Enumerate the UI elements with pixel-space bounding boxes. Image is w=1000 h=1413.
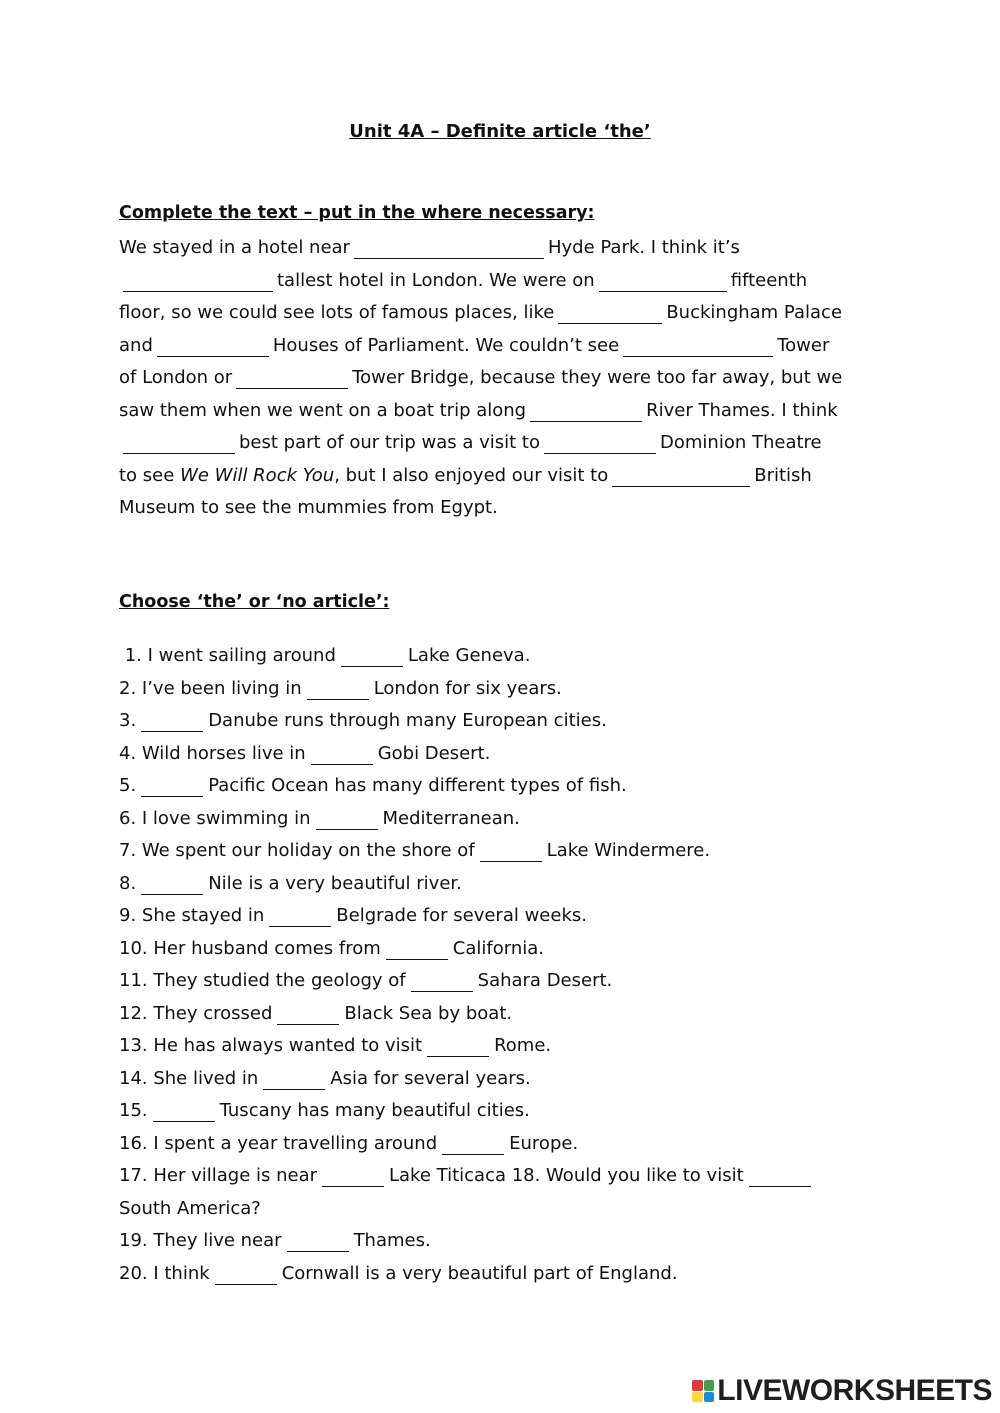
exercise-text-before: 6. I love swimming in <box>119 807 311 829</box>
answer-blank[interactable] <box>215 1264 277 1285</box>
exercise-text-before: 15. <box>119 1100 148 1121</box>
exercise-text-after: Lake Geneva. <box>407 645 531 666</box>
exercise-text-after: Sahara Desert. <box>477 970 613 991</box>
exercise-item <box>119 1193 919 1226</box>
exercise-text-before: 16. I spent a year travelling around <box>119 1132 438 1154</box>
passage-text: floor, so we could see lots of famous places, like <box>119 302 555 323</box>
exercise-item <box>119 705 919 738</box>
passage-text: , but I also enjoyed our visit to <box>334 464 609 486</box>
passage-line <box>119 362 889 395</box>
passage-text: to see <box>119 464 175 486</box>
exercise-text-after: Danube runs through many European cities. <box>208 710 607 731</box>
exercise-item <box>119 1063 919 1096</box>
passage-text: tallest hotel in London. We were on <box>277 269 595 291</box>
passage-line <box>119 265 889 298</box>
passage-text: Houses of Parliament. We couldn’t see <box>272 334 620 356</box>
answer-blank[interactable] <box>442 1134 504 1155</box>
logo-text: LIVEWORKSHEETS <box>717 1374 992 1407</box>
answer-blank[interactable] <box>277 1004 339 1025</box>
exercise-item <box>119 965 919 998</box>
answer-blank[interactable] <box>386 939 448 960</box>
passage-text: British <box>754 464 812 486</box>
exercise-item <box>119 1128 919 1161</box>
section2-heading: Choose ‘the’ or ‘no article’: <box>119 592 390 612</box>
exercise-item <box>119 1095 919 1128</box>
passage-text: Hyde Park. I think it’s <box>547 237 740 258</box>
exercise-text-after: Black Sea by boat. <box>344 1002 513 1024</box>
logo-square <box>704 1392 715 1403</box>
exercise-text-before: 14. She lived in <box>119 1067 259 1089</box>
exercise-item <box>119 868 919 901</box>
answer-blank[interactable] <box>480 841 542 862</box>
exercise-list <box>119 640 919 1290</box>
exercise-text-before: 10. Her husband comes from <box>119 937 381 959</box>
answer-blank[interactable] <box>558 303 662 324</box>
exercise-text-before: 7. We spent our holiday on the shore of <box>119 840 475 861</box>
answer-blank[interactable] <box>322 1166 384 1187</box>
answer-blank[interactable] <box>530 401 642 422</box>
answer-blank[interactable] <box>141 776 203 797</box>
exercise-text-after: Pacific Ocean has many different types of fish. <box>208 775 627 796</box>
answer-blank[interactable] <box>749 1166 811 1187</box>
exercise-item <box>119 640 919 673</box>
passage-text: and <box>119 334 153 356</box>
exercise-text-after: Tuscany has many beautiful cities. <box>219 1100 530 1121</box>
exercise-item <box>119 1030 919 1063</box>
exercise-item <box>119 933 919 966</box>
passage-line <box>119 460 889 493</box>
exercise-text-before: 2. I’ve been living in <box>119 677 302 699</box>
exercise-item <box>119 673 919 706</box>
fill-in-passage <box>119 232 889 525</box>
passage-text: of London or <box>119 367 233 388</box>
passage-line <box>119 297 889 330</box>
exercise-text-after: Lake Windermere. <box>546 840 711 861</box>
answer-blank[interactable] <box>263 1069 325 1090</box>
exercise-item <box>119 803 919 836</box>
passage-italic-title: We Will Rock You <box>180 464 335 486</box>
exercise-item <box>119 1225 919 1258</box>
passage-text: saw them when we went on a boat trip along <box>119 399 527 421</box>
exercise-text-before: 1. I went sailing around <box>119 645 336 666</box>
worksheet-title: Unit 4A – Definite article ‘the’ <box>349 121 651 142</box>
exercise-text-before: 13. He has always wanted to visit <box>119 1035 423 1056</box>
exercise-text-after: Belgrade for several weeks. <box>336 905 587 926</box>
exercise-item <box>119 738 919 771</box>
passage-text: We stayed in a hotel near <box>119 237 350 258</box>
passage-line <box>119 330 889 363</box>
answer-blank[interactable] <box>427 1036 489 1057</box>
answer-blank[interactable] <box>544 433 656 454</box>
answer-blank[interactable] <box>311 744 373 765</box>
answer-blank[interactable] <box>316 809 378 830</box>
exercise-text-after: Nile is a very beautiful river. <box>208 872 462 894</box>
exercise-text-before: 9. She stayed in <box>119 905 265 926</box>
answer-blank[interactable] <box>612 466 750 487</box>
exercise-item <box>119 998 919 1031</box>
answer-blank[interactable] <box>411 971 473 992</box>
exercise-text-before: 12. They crossed <box>119 1002 273 1024</box>
exercise-text-after: Lake Titicaca 18. Would you like to visit <box>389 1165 744 1186</box>
exercise-text-before: South America? <box>119 1197 261 1219</box>
exercise-text-before: 17. Her village is near <box>119 1165 317 1186</box>
answer-blank[interactable] <box>307 679 369 700</box>
exercise-text-before: 19. They live near <box>119 1230 282 1251</box>
passage-text: Tower Bridge, because they were too far away, but we <box>352 367 843 388</box>
exercise-text-before: 8. <box>119 872 137 894</box>
answer-blank[interactable] <box>341 646 403 667</box>
answer-blank[interactable] <box>269 906 331 927</box>
liveworksheets-logo-icon <box>692 1380 714 1402</box>
exercise-text-after: Europe. <box>509 1132 579 1154</box>
passage-text: fifteenth <box>730 269 808 291</box>
exercise-text-after: London for six years. <box>373 677 562 699</box>
answer-blank[interactable] <box>157 336 269 357</box>
logo-square <box>692 1380 703 1391</box>
answer-blank[interactable] <box>287 1231 349 1252</box>
exercise-item <box>119 900 919 933</box>
exercise-text-after: Thames. <box>353 1230 431 1251</box>
liveworksheets-logo <box>692 1374 992 1408</box>
exercise-text-after: Rome. <box>494 1035 552 1056</box>
passage-line <box>119 232 889 265</box>
passage-text: Dominion Theatre <box>660 432 822 453</box>
exercise-item <box>119 835 919 868</box>
exercise-text-after: Asia for several years. <box>330 1067 531 1089</box>
passage-line <box>119 395 889 428</box>
passage-text: River Thames. I think <box>646 399 838 421</box>
passage-line <box>119 492 889 525</box>
exercise-text-before: 4. Wild horses live in <box>119 742 306 764</box>
answer-blank[interactable] <box>123 271 273 292</box>
answer-blank[interactable] <box>141 711 203 732</box>
exercise-text-after: Mediterranean. <box>382 807 520 829</box>
answer-blank[interactable] <box>354 238 544 259</box>
logo-square <box>692 1392 703 1403</box>
exercise-text-before: 3. <box>119 710 137 731</box>
exercise-text-before: 11. They studied the geology of <box>119 970 406 991</box>
passage-line <box>119 427 889 460</box>
exercise-item <box>119 1160 919 1193</box>
answer-blank[interactable] <box>599 271 727 292</box>
exercise-item <box>119 770 919 803</box>
passage-text: best part of our trip was a visit to <box>239 432 540 453</box>
answer-blank[interactable] <box>153 1101 215 1122</box>
passage-text: Museum to see the mummies from Egypt. <box>119 497 498 518</box>
answer-blank[interactable] <box>623 336 773 357</box>
passage-text: Tower <box>777 334 830 356</box>
logo-square <box>704 1380 715 1391</box>
section1-heading: Complete the text – put in the where necessary: <box>119 203 595 223</box>
answer-blank[interactable] <box>123 433 235 454</box>
exercise-text-after: Cornwall is a very beautiful part of England. <box>281 1262 678 1284</box>
exercise-text-after: California. <box>452 937 544 959</box>
passage-text: Buckingham Palace <box>666 302 843 323</box>
answer-blank[interactable] <box>141 874 203 895</box>
exercise-text-before: 5. <box>119 775 137 796</box>
exercise-text-before: 20. I think <box>119 1262 210 1284</box>
answer-blank[interactable] <box>236 368 348 389</box>
exercise-item <box>119 1258 919 1291</box>
exercise-text-after: Gobi Desert. <box>377 742 491 764</box>
